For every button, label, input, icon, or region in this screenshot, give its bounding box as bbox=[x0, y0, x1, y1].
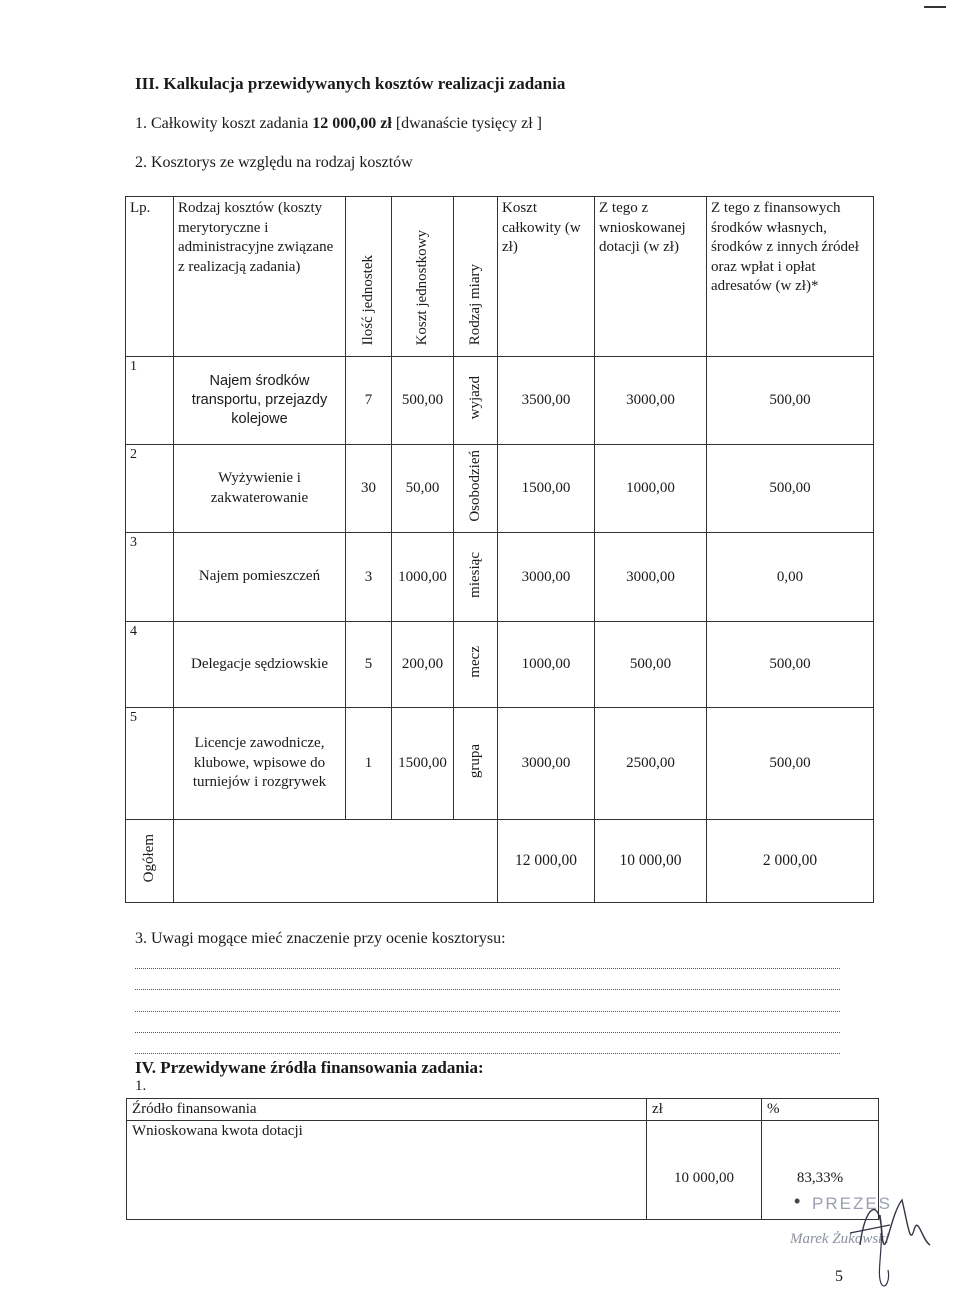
row-qty: 30 bbox=[346, 445, 392, 533]
row-total: 3000,00 bbox=[498, 708, 595, 820]
corner-mark bbox=[924, 6, 946, 8]
svg-text:Marek Żukowski: Marek Żukowski bbox=[790, 1231, 890, 1247]
dotted-line bbox=[135, 1031, 840, 1033]
header-lp: Lp. bbox=[126, 197, 174, 357]
totals-total: 12 000,00 bbox=[498, 820, 595, 903]
table-row bbox=[126, 622, 874, 708]
funding-header-amount: zł bbox=[647, 1099, 762, 1121]
header-unit-cost bbox=[392, 197, 454, 357]
dotted-line bbox=[135, 1010, 840, 1012]
row-kind: Najem pomieszczeń bbox=[174, 533, 346, 622]
row-own: 500,00 bbox=[707, 708, 874, 820]
row-qty: 3 bbox=[346, 533, 392, 622]
table-row bbox=[126, 708, 874, 820]
row-lp: 5 bbox=[126, 708, 174, 820]
row-qty: 1 bbox=[346, 708, 392, 820]
header-qty bbox=[346, 197, 392, 357]
row-own: 500,00 bbox=[707, 622, 874, 708]
totals-own: 2 000,00 bbox=[707, 820, 874, 903]
row-lp: 2 bbox=[126, 445, 174, 533]
total-cost-line bbox=[135, 115, 542, 133]
totals-row bbox=[126, 820, 874, 903]
row-unit-type bbox=[454, 533, 498, 622]
row-unit-cost: 200,00 bbox=[392, 622, 454, 708]
totals-label: Ogółem bbox=[141, 834, 157, 883]
header-unit-type bbox=[454, 197, 498, 357]
row-unit-type-label: grupa bbox=[467, 743, 483, 779]
funding-row bbox=[127, 1121, 879, 1220]
totals-label-cell bbox=[126, 820, 174, 903]
table-row bbox=[126, 357, 874, 445]
row-unit-cost: 50,00 bbox=[392, 445, 454, 533]
total-cost-suffix: [dwanaście tysięcy zł ] bbox=[391, 115, 542, 132]
row-own: 500,00 bbox=[707, 445, 874, 533]
header-row bbox=[126, 197, 874, 357]
funding-header-percent: % bbox=[762, 1099, 879, 1121]
totals-grant: 10 000,00 bbox=[595, 820, 707, 903]
row-kind: Najem środków transportu, przejazdy kolejowe bbox=[174, 357, 346, 445]
row-lp: 3 bbox=[126, 533, 174, 622]
row-total: 3500,00 bbox=[498, 357, 595, 445]
row-unit-type bbox=[454, 357, 498, 445]
row-unit-type-label: wyjazd bbox=[467, 376, 483, 420]
row-total: 1000,00 bbox=[498, 622, 595, 708]
totals-empty-cell bbox=[174, 820, 498, 903]
row-unit-cost: 500,00 bbox=[392, 357, 454, 445]
section-heading: III. Kalkulacja przewidywanych kosztów realizacji zadania bbox=[135, 74, 566, 93]
remarks-title: 3. Uwagi mogące mieć znaczenie przy ocenie kosztorysu: bbox=[135, 930, 506, 947]
funding-item-number: 1. bbox=[135, 1078, 147, 1094]
header-unit-type-label: Rodzaj miary bbox=[466, 264, 483, 346]
funding-header-row bbox=[127, 1099, 879, 1121]
row-lp: 4 bbox=[126, 622, 174, 708]
breakdown-title: 2. Kosztorys ze względu na rodzaj kosztów bbox=[135, 154, 413, 171]
row-unit-cost: 1000,00 bbox=[392, 533, 454, 622]
funding-amount: 10 000,00 bbox=[647, 1121, 762, 1220]
total-cost-prefix: 1. Całkowity koszt zadania bbox=[135, 115, 313, 132]
row-grant: 3000,00 bbox=[595, 533, 707, 622]
funding-source: Wnioskowana kwota dotacji bbox=[127, 1121, 647, 1220]
row-qty: 7 bbox=[346, 357, 392, 445]
table-row bbox=[126, 533, 874, 622]
row-lp: 1 bbox=[126, 357, 174, 445]
header-grant: Z tego z wnioskowanej dotacji (w zł) bbox=[595, 197, 707, 357]
row-kind: Delegacje sędziowskie bbox=[174, 622, 346, 708]
row-own: 500,00 bbox=[707, 357, 874, 445]
row-unit-type bbox=[454, 622, 498, 708]
stamp-signature-graphic bbox=[790, 1185, 940, 1295]
header-total: Koszt całkowity (w zł) bbox=[498, 197, 595, 357]
row-kind: Wyżywienie i zakwaterowanie bbox=[174, 445, 346, 533]
row-grant: 500,00 bbox=[595, 622, 707, 708]
row-unit-type-label: Osobodzień bbox=[467, 450, 483, 522]
row-unit-type-label: miesiąc bbox=[467, 551, 483, 598]
header-unit-cost-label: Koszt jednostkowy bbox=[413, 230, 430, 346]
row-unit-type-label: mecz bbox=[467, 646, 483, 678]
svg-text:PREZES: PREZES bbox=[812, 1194, 893, 1213]
row-total: 3000,00 bbox=[498, 533, 595, 622]
president-stamp-signature bbox=[790, 1185, 940, 1295]
page-number: 5 bbox=[835, 1268, 843, 1285]
row-unit-cost: 1500,00 bbox=[392, 708, 454, 820]
row-total: 1500,00 bbox=[498, 445, 595, 533]
row-kind: Licencje zawodnicze, klubowe, wpisowe do turniejów i rozgrywek bbox=[174, 708, 346, 820]
dotted-line bbox=[135, 1052, 840, 1054]
funding-table bbox=[126, 1098, 879, 1220]
row-qty: 5 bbox=[346, 622, 392, 708]
dotted-line bbox=[135, 967, 840, 969]
header-kind: Rodzaj kosztów (koszty merytoryczne i administracyjne związane z realizacją zadania) bbox=[174, 197, 346, 357]
funding-header-source: Źródło finansowania bbox=[127, 1099, 647, 1121]
cost-table bbox=[125, 196, 874, 903]
row-grant: 3000,00 bbox=[595, 357, 707, 445]
row-own: 0,00 bbox=[707, 533, 874, 622]
funding-percent: 83,33% bbox=[762, 1121, 879, 1220]
row-unit-type bbox=[454, 708, 498, 820]
dotted-line bbox=[135, 988, 840, 990]
svg-text:•: • bbox=[794, 1191, 801, 1211]
header-own: Z tego z finansowych środków własnych, środków z innych źródeł oraz wpłat i opłat adresatów (w zł)* bbox=[707, 197, 874, 357]
header-qty-label: Ilość jednostek bbox=[359, 255, 376, 346]
row-grant: 2500,00 bbox=[595, 708, 707, 820]
row-unit-type bbox=[454, 445, 498, 533]
total-cost-amount: 12 000,00 zł bbox=[312, 115, 392, 132]
table-row bbox=[126, 445, 874, 533]
funding-title: IV. Przewidywane źródła finansowania zadania: bbox=[135, 1058, 484, 1077]
row-grant: 1000,00 bbox=[595, 445, 707, 533]
